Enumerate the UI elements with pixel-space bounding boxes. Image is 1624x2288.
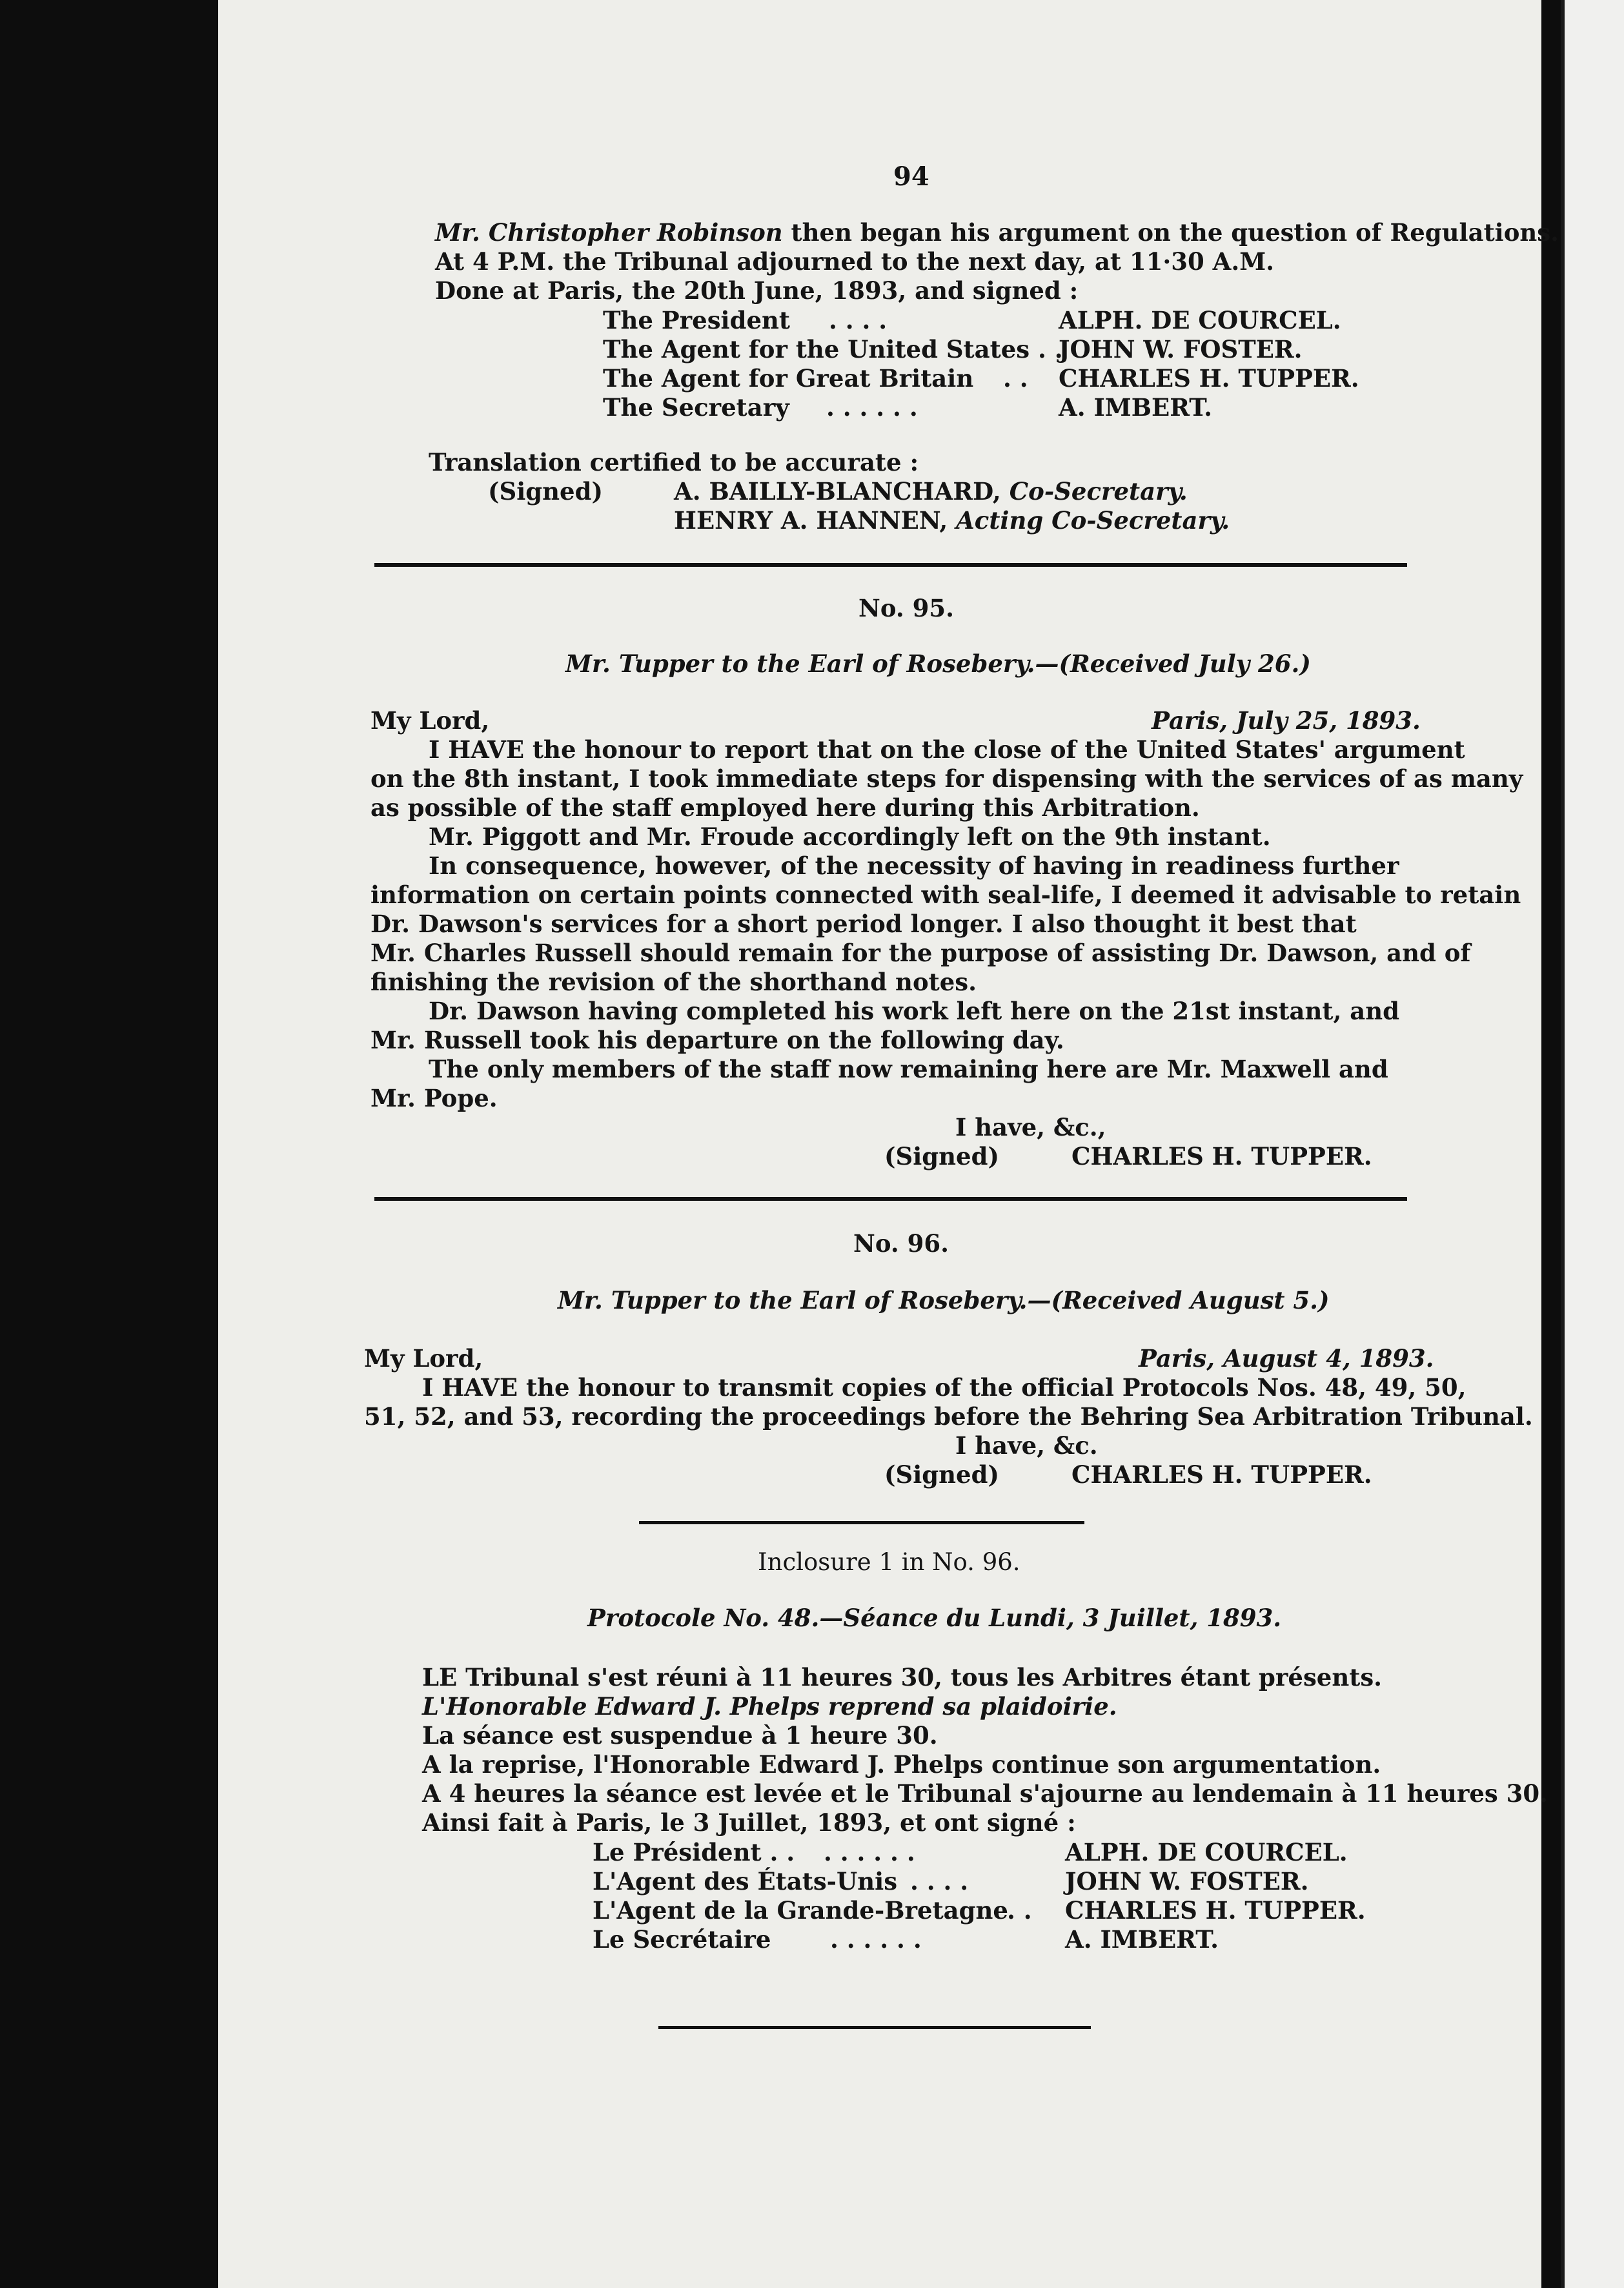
signatory-role: The Agent for Great Britain <box>603 364 974 393</box>
protocol-line: A 4 heures la séance est levée et le Tribunal s'ajourne au lendemain à 11 heures 30. <box>422 1779 1548 1808</box>
protocol-line: A la reprise, l'Honorable Edward J. Phelps continue son argumentation. <box>422 1750 1381 1779</box>
signatory-name: A. IMBERT. <box>1065 1925 1219 1954</box>
signatory-name: JOHN W. FOSTER. <box>1065 1867 1309 1895</box>
signatory-role: L'Agent de la Grande-Bretagne <box>593 1896 1008 1925</box>
signatory-role: Le Secrétaire <box>593 1925 771 1954</box>
section-divider <box>374 1197 1407 1201</box>
protocol-heading: Protocole No. 48.—Séance du Lundi, 3 Juillet, 1893. <box>587 1604 1282 1632</box>
body-line: 51, 52, and 53, recording the proceedings before the Behring Sea Arbitration Tribunal. <box>364 1402 1533 1431</box>
body-line: information on certain points connected with seal-life, I deemed it advisable to retain <box>370 881 1521 909</box>
signatory-role: The Secretary <box>603 393 789 422</box>
body-line: The only members of the staff now remaining here are Mr. Maxwell and <box>429 1055 1388 1083</box>
argument-line-name: Mr. Christopher Robinson <box>435 218 783 247</box>
co-secretary-2 <box>674 506 1230 535</box>
signatory-role: The Agent for the United States . . <box>603 335 1063 363</box>
argument-line <box>435 218 1559 247</box>
inclosure-title: Inclosure 1 in No. 96. <box>758 1548 1020 1576</box>
document-number: No. 95. <box>858 594 954 622</box>
body-line: as possible of the staff employed here during this Arbitration. <box>370 793 1200 822</box>
document-heading: Mr. Tupper to the Earl of Rosebery.—(Received August 5.) <box>558 1286 1330 1314</box>
signature: CHARLES H. TUPPER. <box>1071 1142 1372 1170</box>
section-divider-short <box>658 2026 1091 2029</box>
signatory-name: ALPH. DE COURCEL. <box>1059 306 1341 334</box>
protocol-line: L'Honorable Edward J. Phelps reprend sa plaidoirie. <box>422 1692 1117 1721</box>
signatory-name: ALPH. DE COURCEL. <box>1065 1838 1348 1866</box>
section-divider-short <box>639 1521 1084 1524</box>
adjacent-page-edge <box>1561 0 1624 2288</box>
body-line: Dr. Dawson's services for a short period longer. I also thought it best that <box>370 910 1357 938</box>
signatory-dots: . . . . . . <box>826 393 918 422</box>
dateline: Paris, July 25, 1893. <box>1152 706 1421 735</box>
signatory-dots: . . <box>1003 364 1028 393</box>
protocol-line: La séance est suspendue à 1 heure 30. <box>422 1721 938 1750</box>
translation-certified: Translation certified to be accurate : <box>429 448 919 476</box>
signature: CHARLES H. TUPPER. <box>1071 1460 1372 1489</box>
body-line: Mr. Pope. <box>370 1084 498 1112</box>
closing: I have, &c. <box>955 1431 1098 1460</box>
co-secretary-2-name: HENRY A. HANNEN, <box>674 506 948 535</box>
signatory-name: CHARLES H. TUPPER. <box>1065 1896 1366 1925</box>
document-number: No. 96. <box>853 1229 949 1258</box>
adjourn-line: At 4 P.M. the Tribunal adjourned to the next day, at 11·30 A.M. <box>435 247 1275 276</box>
document-heading: Mr. Tupper to the Earl of Rosebery.—(Received July 26.) <box>565 649 1311 678</box>
body-line: finishing the revision of the shorthand notes. <box>370 968 977 996</box>
signatory-name: A. IMBERT. <box>1059 393 1212 422</box>
co-secretary-1-title: Co-Secretary. <box>1009 477 1188 506</box>
signatory-role: The President <box>603 306 791 334</box>
signatory-dots: . . <box>1007 1896 1032 1925</box>
done-line: Done at Paris, the 20th June, 1893, and signed : <box>435 276 1079 305</box>
signatory-role: Le Président . . <box>593 1838 795 1866</box>
protocol-line: LE Tribunal s'est réuni à 11 heures 30, tous les Arbitres étant présents. <box>422 1663 1383 1691</box>
argument-line-rest: then began his argument on the question of Regulations. <box>782 218 1559 247</box>
signatory-dots: . . . . . . <box>830 1925 922 1954</box>
signatory-dots: . . . . <box>829 306 888 334</box>
co-secretary-1 <box>674 477 1188 506</box>
co-secretary-1-name: A. BAILLY-BLANCHARD, <box>674 477 1001 506</box>
body-line: I HAVE the honour to report that on the close of the United States' argument <box>429 735 1465 764</box>
body-line: Dr. Dawson having completed his work left here on the 21st instant, and <box>429 997 1400 1025</box>
salutation: My Lord, <box>370 706 490 735</box>
body-line: I HAVE the honour to transmit copies of the official Protocols Nos. 48, 49, 50, <box>422 1373 1467 1402</box>
closing: I have, &c., <box>955 1113 1106 1141</box>
protocol-line: Ainsi fait à Paris, le 3 Juillet, 1893, et ont signé : <box>422 1808 1076 1837</box>
dateline: Paris, August 4, 1893. <box>1139 1344 1434 1373</box>
co-secretary-2-title: Acting Co-Secretary. <box>956 506 1230 535</box>
body-line: Mr. Piggott and Mr. Froude accordingly left on the 9th instant. <box>429 822 1271 851</box>
signatory-name: JOHN W. FOSTER. <box>1059 335 1303 363</box>
section-divider <box>374 563 1407 567</box>
signed-label: (Signed) <box>884 1460 999 1489</box>
body-line: on the 8th instant, I took immediate steps for dispensing with the services of as many <box>370 764 1523 793</box>
body-line: In consequence, however, of the necessity of having in readiness further <box>429 852 1399 880</box>
signatory-dots: . . . . <box>910 1867 969 1895</box>
body-line: Mr. Russell took his departure on the following day. <box>370 1026 1064 1054</box>
signatory-dots: . . . . . . <box>824 1838 915 1866</box>
signatory-name: CHARLES H. TUPPER. <box>1059 364 1359 393</box>
page-number: 94 <box>893 161 929 192</box>
signed-label: (Signed) <box>488 477 603 506</box>
salutation: My Lord, <box>364 1344 483 1373</box>
signatory-role: L'Agent des États-Unis <box>593 1867 898 1895</box>
signed-label: (Signed) <box>884 1142 999 1170</box>
body-line: Mr. Charles Russell should remain for the purpose of assisting Dr. Dawson, and of <box>370 939 1471 967</box>
